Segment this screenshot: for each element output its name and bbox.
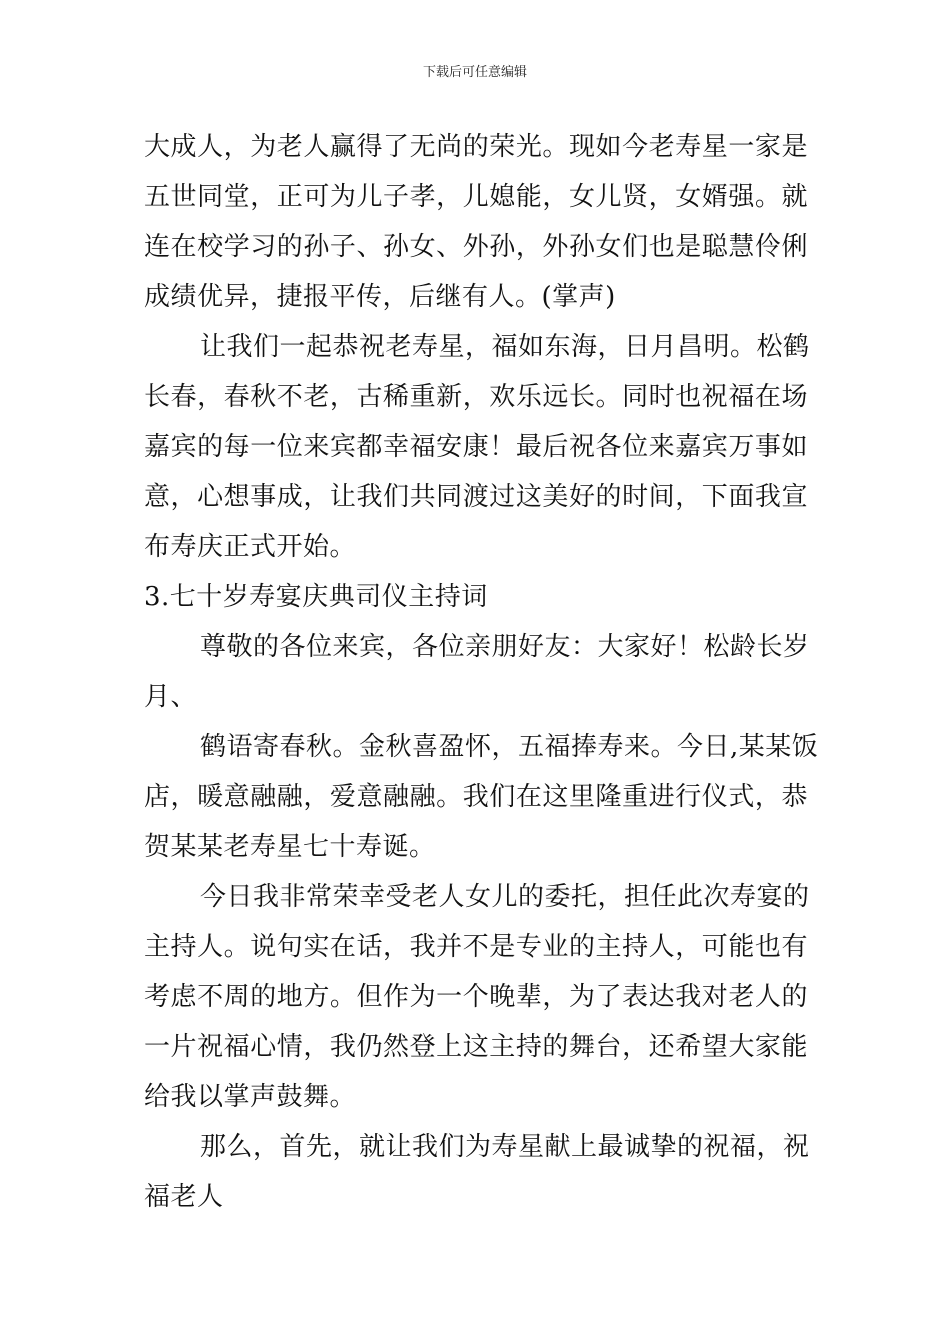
document-body	[144, 122, 819, 1222]
section-heading: 3.七十岁寿宴庆典司仪主持词	[144, 582, 488, 612]
text-line: 嘉宾的每一位来宾都幸福安康！最后祝各位来嘉宾万事如	[144, 432, 808, 462]
text-line: 成绩优异，捷报平传，后继有人。(掌声)	[144, 282, 616, 312]
text-line: 连在校学习的孙子、孙女、外孙，外孙女们也是聪慧伶俐	[144, 232, 808, 262]
text-line: 意，心想事成，让我们共同渡过这美好的时间，下面我宣	[144, 482, 808, 512]
text-line: 大成人，为老人赢得了无尚的荣光。现如今老寿星一家是	[144, 132, 808, 162]
text-line: 长春，春秋不老，古稀重新，欢乐远长。同时也祝福在场	[144, 382, 808, 412]
text-line-indented: 尊敬的各位来宾，各位亲朋好友：大家好！松龄长岁	[200, 632, 810, 662]
text-line: 一片祝福心情，我仍然登上这主持的舞台，还希望大家能	[144, 1032, 808, 1062]
text-line-indented: 那么，首先，就让我们为寿星献上最诚挚的祝福，祝	[200, 1132, 810, 1162]
text-line-indented: 让我们一起恭祝老寿星，福如东海，日月昌明。松鹤	[200, 332, 810, 362]
text-line-indented: 鹤语寄春秋。金秋喜盈怀，五福捧寿来。今日,某某饭	[200, 732, 819, 762]
text-line: 主持人。说句实在话，我并不是专业的主持人，可能也有	[144, 932, 808, 962]
text-line: 五世同堂，正可为儿子孝，儿媳能，女儿贤，女婿强。就	[144, 182, 808, 212]
text-line: 考虑不周的地方。但作为一个晚辈，为了表达我对老人的	[144, 982, 808, 1012]
text-line: 布寿庆正式开始。	[144, 532, 357, 562]
text-line: 贺某某老寿星七十寿诞。	[144, 832, 436, 862]
text-line-indented: 今日我非常荣幸受老人女儿的委托，担任此次寿宴的	[200, 882, 810, 912]
text-line: 月、	[144, 682, 198, 712]
text-line: 给我以掌声鼓舞。	[144, 1082, 357, 1112]
text-line: 福老人	[144, 1182, 224, 1212]
page-header-note: 下载后可任意编辑	[422, 65, 527, 80]
text-line: 店，暖意融融，爱意融融。我们在这里隆重进行仪式，恭	[144, 782, 808, 812]
